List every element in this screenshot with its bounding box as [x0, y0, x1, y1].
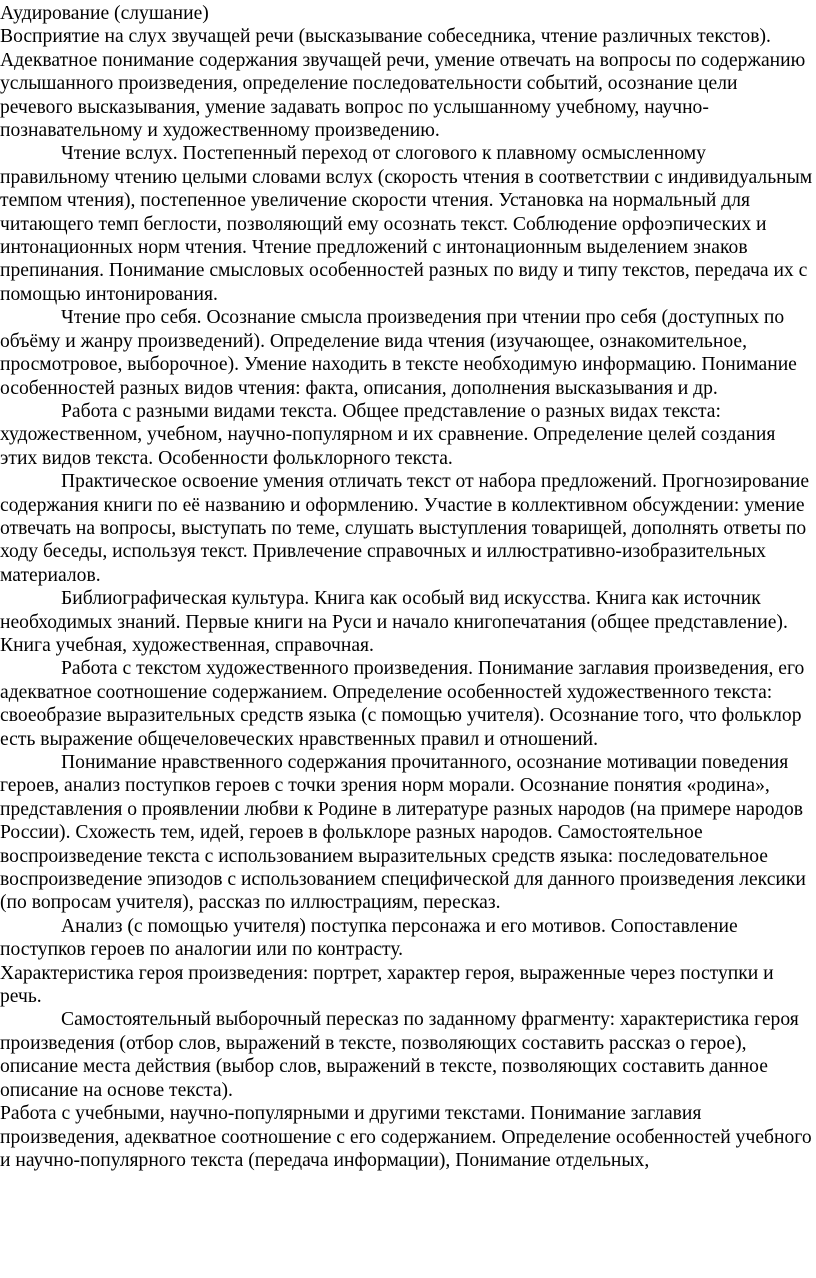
paragraph-bibliographic-culture: Библиографическая культура. Книга как особый вид искусства. Книга как источник необходимых знаний. Первые книги на Руси и начало книгопечатания (общее представление). Книга учебная, художественная, справочная. — [0, 588, 788, 656]
paragraph-moral-content: Понимание нравственного содержания прочитанного, осознание мотивации поведения героев, анализ поступков героев с точки зрения норм морали. Осознание понятия «родина», представления о проявлении любви к Родине в литературе разных народов (на примере народов России). Схожесть тем, идей, героев в фольклоре разных народов. Самостоятельное воспроизведение текста с использованием выразительных средств языка: последовательное воспроизведение эпизодов с использованием специфической для данного произведения лексики (по вопросам учителя), рассказ по иллюстрациям, пересказ. — [0, 752, 806, 914]
paragraph-practical-skills: Практическое освоение умения отличать текст от набора предложений. Прогнозирование содержания книги по её названию и оформлению. Участие в коллективном обсуждении: умение отвечать на вопросы, выступать по теме, слушать выступления товарищей, дополнять ответы по ходу беседы, используя текст. Привлечение справочных и иллюстративно-изобразительных материалов. — [0, 471, 810, 586]
paragraph-literary-text: Работа с текстом художественного произведения. Понимание заглавия произведения, его адекватное соотношение содержанием. Определение особенностей художественного текста: своеобразие выразительных средств языка (с помощью учителя). Осознание того, что фольклор есть выражение общечеловеческих нравственных правил и отношений. — [0, 658, 805, 750]
paragraph-listening: Восприятие на слух звучащей речи (высказывание собеседника, чтение различных текстов). Адекватное понимание содержания звучащей речи, умение отвечать на вопросы по содержанию услышанного произведения, определение последовательности событий, осознание цели речевого высказывания, умение задавать вопрос по услышанному учебному, научно-познавательному и художественному произведению. — [0, 26, 806, 142]
paragraph-selective-retelling: Самостоятельный выборочный пересказ по заданному фрагменту: характеристика героя произведения (отбор слов, выражений в тексте, позволяющих составить рассказ о герое), описание места действия (выбор слов, выражений в тексте, позволяющих составить данное описание на основе текста). — [0, 1009, 799, 1101]
paragraph-reading-aloud: Чтение вслух. Постепенный переход от слогового к плавному осмысленному правильному чтению целыми словами вслух (скорость чтения в соответствии с индивидуальным темпом чтения), постепенное увеличение скорости чтения. Установка на нормальный для читающего темп беглости, позволяющий ему осознать текст. Соблюдение орфоэпических и интонационных норм чтения. Чтение предложений с интонационным выделением знаков препинания. Понимание смысловых особенностей разных по виду и типу текстов, передача их с помощью интонирования. — [0, 143, 813, 305]
paragraph-silent-reading: Чтение про себя. Осознание смысла произведения при чтении про себя (доступных по объёму и жанру произведений). Определение вида чтения (изучающее, ознакомительное, просмотровое, выборочное). Умение находить в тексте необходимую информацию. Понимание особенностей разных видов чтения: факта, описания, дополнения высказывания и др. — [0, 307, 797, 399]
section-heading-listening: Аудирование (слушание) — [0, 3, 209, 24]
paragraph-hero-characteristics: Характеристика героя произведения: портрет, характер героя, выраженные через поступки и речь. — [0, 962, 774, 1008]
paragraph-educational-texts: Работа с учебными, научно-популярными и другими текстами. Понимание заглавия произведения, адекватное соотношение с его содержанием. Определение особенностей учебного и научно-популярного текста (передача информации), Понимание отдельных, — [0, 1103, 812, 1171]
paragraph-text-types: Работа с разными видами текста. Общее представление о разных видах текста: художественном, учебном, научно-популярном и их сравнение. Определение целей создания этих видов текста. Особенности фольклорного текста. — [0, 400, 776, 469]
paragraph-character-analysis: Анализ (с помощью учителя) поступка персонажа и его мотивов. Сопоставление поступков героев по аналогии или по контрасту. — [0, 915, 738, 961]
